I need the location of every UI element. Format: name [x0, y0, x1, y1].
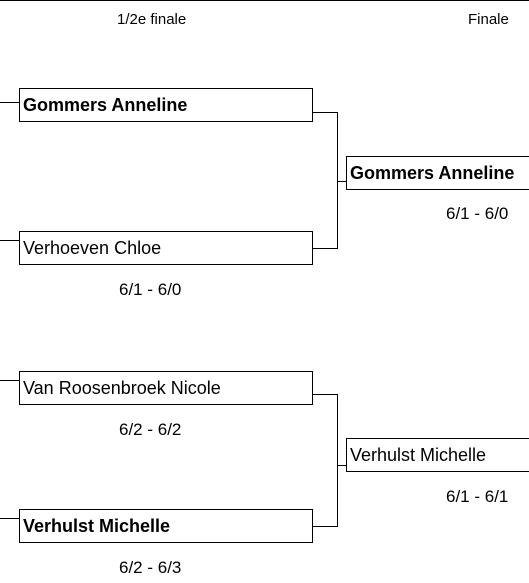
connector-line [0, 240, 20, 241]
player-box-verhulst-semi[interactable]: Verhulst Michelle [19, 509, 313, 543]
header-rule [0, 0, 529, 1]
bracket-connector [313, 526, 338, 527]
connector-line [0, 518, 20, 519]
connector-line [0, 102, 20, 103]
semi-final-header: 1/2e finale [117, 11, 187, 28]
bracket-connector [337, 394, 338, 527]
score-label: 6/1 - 6/0 [119, 280, 182, 299]
final-header: Finale [468, 11, 509, 28]
player-box-verhulst-final[interactable]: Verhulst Michelle [346, 438, 529, 472]
player-box-van-roosenbroek[interactable]: Van Roosenbroek Nicole [19, 371, 313, 405]
score-label: 6/1 - 6/0 [446, 204, 509, 223]
player-box-gommers-final[interactable]: Gommers Anneline [346, 156, 529, 190]
player-box-gommers-semi[interactable]: Gommers Anneline [19, 88, 313, 122]
score-label: 6/2 - 6/3 [119, 558, 182, 577]
score-label: 6/2 - 6/2 [119, 420, 182, 439]
bracket-connector [313, 394, 338, 395]
score-label: 6/1 - 6/1 [446, 487, 509, 506]
player-box-verhoeven[interactable]: Verhoeven Chloe [19, 231, 313, 265]
bracket-connector [313, 248, 338, 249]
bracket-connector [313, 112, 338, 113]
connector-line [0, 380, 20, 381]
